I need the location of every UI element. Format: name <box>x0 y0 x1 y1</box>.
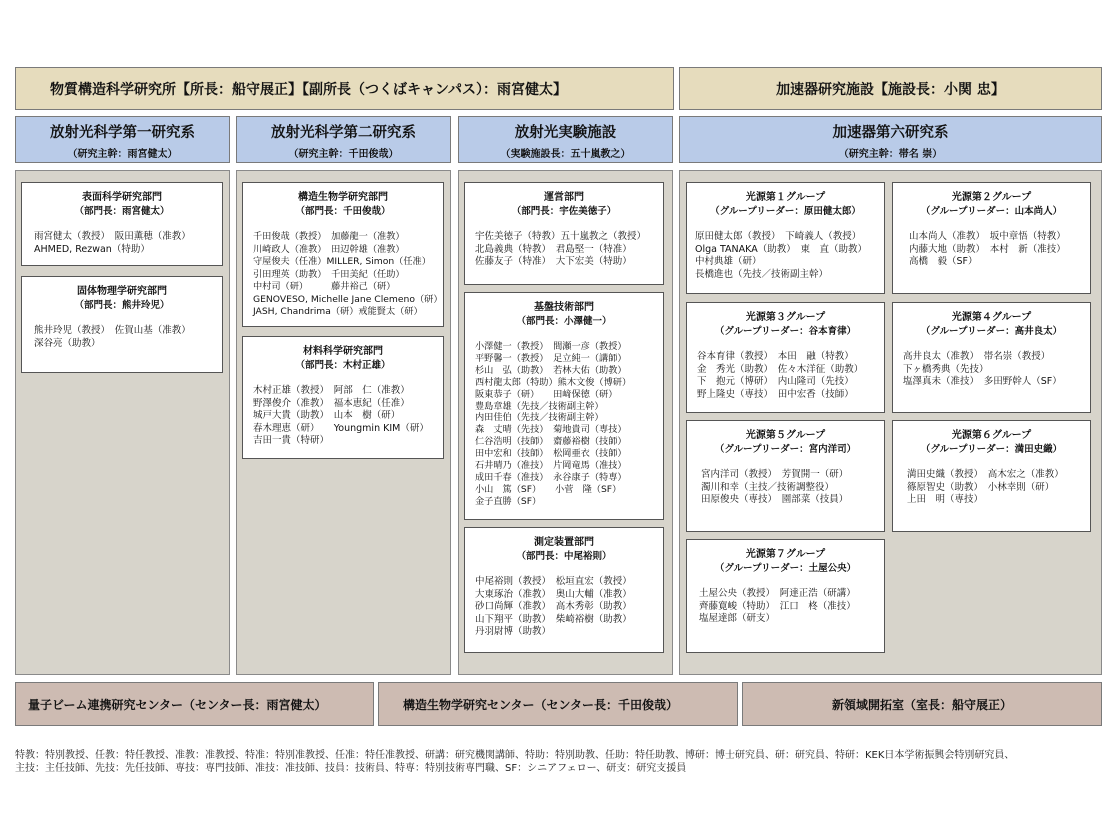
member-line: 引田理英（助教） 千田美紀（任助） <box>253 268 405 280</box>
member-line: 谷本育律（教授） 本田 融（特教） <box>697 351 854 362</box>
box-members <box>699 588 884 626</box>
member-line: 豊島章雄（先技／技術副主幹） <box>475 400 604 412</box>
box-title: 固体物理学研究部門 <box>77 286 167 297</box>
frontier-office <box>742 682 1102 726</box>
box-title: 構造生物学研究部門 <box>298 192 388 203</box>
member-line: 小山 篤（SF） 小菅 隆（SF） <box>475 483 622 495</box>
division-title: 放射光実験施設 <box>514 125 617 141</box>
box-title: 光源第６グループ <box>951 430 1032 441</box>
member-line: 北島義典（特教） 君島堅一（特准） <box>475 243 632 255</box>
box-measurement-devices <box>464 527 664 653</box>
division-sub: （研究主幹：雨宮健太） <box>67 149 178 160</box>
box-sub: （グループリーダー：高井良太） <box>920 325 1063 337</box>
member-line: 雨宮健太（教授） 阪田薫穂（准教） <box>34 231 191 242</box>
member-line: 野上隆史（専技） 田中宏香（技師） <box>697 388 854 400</box>
member-line: 田原俊央（専技） 園部菜（技員） <box>701 494 849 505</box>
member-line: 西村龍太郎（特助）熊木文俊（博研） <box>475 376 632 388</box>
box-members <box>34 325 222 350</box>
structural-biology-center <box>378 682 738 726</box>
box-sub: （グループリーダー：満田史織） <box>920 443 1063 455</box>
box-members <box>697 351 884 401</box>
box-sub: （グループリーダー：原田健太郎） <box>710 205 861 217</box>
member-line: 塩屋達郎（研支） <box>699 613 776 624</box>
box-operations <box>464 182 664 285</box>
member-line: 金 秀光（助教） 佐々木洋征（助教） <box>697 363 864 375</box>
box-members <box>909 231 1090 269</box>
member-line: 金子直勝（SF） <box>475 495 542 507</box>
box-members <box>475 341 663 508</box>
box-surface-science <box>21 182 223 266</box>
box-title: 光源第５グループ <box>745 430 826 441</box>
member-line: 杉山 弘（助教） 若林大佑（助教） <box>475 364 627 376</box>
box-light-source-group-4 <box>892 302 1091 413</box>
member-line: JASH, Chandrima（研）戒能賢太（研） <box>253 306 423 317</box>
member-line: 大東琢治（准教） 奥山大輔（准教） <box>475 588 632 600</box>
division-sub: （研究主幹：帯名 崇） <box>838 149 943 160</box>
member-line: 阪東恭子（研） 田﨑保徳（研） <box>475 388 618 400</box>
box-members <box>695 231 884 281</box>
box-materials-science <box>242 336 444 459</box>
member-line: 中尾裕則（教授） 松垣直宏（教授） <box>475 576 632 587</box>
member-line: 宮内洋司（教授） 芳賀開一（研） <box>701 469 849 480</box>
member-line: 石井晴乃（准技） 片岡竜馬（准技） <box>475 460 627 472</box>
box-members <box>907 469 1090 507</box>
box-title: 光源第７グループ <box>745 549 826 560</box>
box-members <box>253 385 443 448</box>
division-sub: （研究主幹：千田俊哉） <box>288 149 399 160</box>
box-members <box>903 351 1090 389</box>
legend-line-2: 主技：主任技師、先技：先任技師、専技：専門技師、准技：准技師、技員：技術員、特専：特別技術専門職、SF：シニアフェロー、研支：研究支援員 <box>15 763 687 774</box>
member-line: 高橋 毅（SF） <box>909 256 978 267</box>
member-line: 齊藤寛峻（特助） 江口 柊（准技） <box>699 600 856 612</box>
abbreviation-legend <box>15 749 1107 775</box>
member-line: Olga TANAKA（助教） 東 直（助教） <box>695 243 867 255</box>
member-line: 中村司（研） 藤井裕己（研） <box>253 281 396 292</box>
member-line: 野澤俊介（准教） 福本恵紀（任准） <box>253 397 410 409</box>
member-line: AHMED, Rezwan（特助） <box>34 243 150 255</box>
box-light-source-group-2 <box>892 182 1091 294</box>
member-line: 濁川和幸（主技／技術調整役） <box>701 481 835 493</box>
accelerator-header-text: 加速器研究施設【施設長：小関 忠】 <box>776 81 1005 98</box>
member-line: 原田健太郎（教授） 下崎義人（教授） <box>695 231 862 242</box>
member-line: 田中宏和（技師） 松岡亜衣（技師） <box>475 448 627 460</box>
member-line: 平野馨一（教授） 足立純一（講師） <box>475 352 627 364</box>
box-title: 光源第４グループ <box>951 312 1032 323</box>
division-sub: （実験施設長：五十嵐教之） <box>500 149 631 160</box>
accelerator-header <box>679 67 1102 110</box>
box-title: 表面科学研究部門 <box>82 192 162 203</box>
member-line: 山下翔平（助教） 柴崎裕樹（助教） <box>475 613 632 625</box>
member-line: 山本尚人（准教） 坂中章悟（特教） <box>909 231 1066 242</box>
box-light-source-group-6 <box>892 420 1091 532</box>
member-line: 満田史織（教授） 高木宏之（准教） <box>907 469 1064 480</box>
box-members <box>253 231 443 319</box>
member-line: GENOVESO, Michelle Jane Clemeno（研） <box>253 293 443 305</box>
member-line: 吉田一貴（特研） <box>253 435 330 446</box>
box-members <box>475 231 663 269</box>
member-line: 城戸大貴（助教） 山本 樹（研） <box>253 410 401 421</box>
box-title: 測定装置部門 <box>534 537 594 548</box>
member-line: 森 丈晴（先技） 菊地貴司（専技） <box>475 424 627 436</box>
box-sub: （部門長：木村正雄） <box>295 359 391 371</box>
quantum-beam-center-label: 量子ビーム連携研究センター（センター長：雨宮健太） <box>28 697 327 712</box>
institute-header <box>15 67 674 110</box>
legend-line-1: 特教：特別教授、任教：特任教授、准教：准教授、特准：特別准教授、任准：特任准教授、研講：研究機関講師、特助：特別助教、任助：特任助教、博研：博士研究員、研：研究員、特研：KEK日本学術振興会特別研究員、 <box>15 750 1015 761</box>
box-title: 光源第３グループ <box>745 312 826 323</box>
box-sub: （グループリーダー：土屋公央） <box>714 562 857 574</box>
member-line: 内田佳伯（先技／技術副主幹） <box>475 412 604 424</box>
box-structural-biology <box>242 182 444 327</box>
box-sub: （グループリーダー：谷本育律） <box>714 325 857 337</box>
box-sub: （部門長：宇佐美徳子） <box>511 205 617 217</box>
box-solid-state <box>21 276 223 373</box>
member-line: 高井良太（准教） 帯名崇（教授） <box>903 351 1051 362</box>
frontier-office-label: 新領域開拓室（室長：船守展正） <box>831 697 1012 712</box>
member-line: 宇佐美徳子（特教）五十嵐教之（教授） <box>475 231 647 242</box>
box-sub: （グループリーダー：山本尚人） <box>920 205 1063 217</box>
box-sub: （部門長：熊井玲児） <box>74 299 170 311</box>
box-title: 運営部門 <box>544 192 584 203</box>
member-line: 中村典雄（研） <box>695 256 762 267</box>
box-light-source-group-5 <box>686 420 885 532</box>
box-infrastructure-technology <box>464 292 664 520</box>
institute-header-text: 物質構造科学研究所【所長：船守展正】【副所長（つくばキャンパス）：雨宮健太】 <box>50 81 568 98</box>
member-line: 佐藤友子（特准） 大下宏美（特助） <box>475 256 632 267</box>
box-members <box>701 469 884 507</box>
member-line: 春木理恵（研） Youngmin KIM（研） <box>253 422 429 434</box>
box-title: 光源第１グループ <box>745 192 826 203</box>
member-line: 熊井玲児（教授） 佐賀山基（准教） <box>34 325 191 336</box>
member-line: 千田俊哉（教授） 加藤龍一（准教） <box>253 231 405 242</box>
member-line: 仁谷浩明（技師） 齋藤裕樹（技師） <box>475 436 627 448</box>
box-sub: （部門長：中尾裕則） <box>516 550 612 562</box>
division-header-acc6 <box>679 116 1102 163</box>
box-title: 材料科学研究部門 <box>303 346 383 357</box>
member-line: 上田 明（専技） <box>907 494 984 505</box>
box-title: 基盤技術部門 <box>534 302 594 313</box>
division-title: 放射光科学第一研究系 <box>50 125 195 141</box>
structural-biology-center-label: 構造生物学研究センター（センター長：千田俊哉） <box>403 697 679 712</box>
member-line: 深谷亮（助教） <box>34 337 101 349</box>
division-header-pf1 <box>15 116 230 163</box>
member-line: 川崎政人（准教） 田辺幹雄（准教） <box>253 243 405 255</box>
member-line: 下 抱元（博研） 内山隆司（先技） <box>697 376 854 387</box>
box-sub: （部門長：千田俊哉） <box>295 205 391 217</box>
box-members <box>475 576 663 639</box>
division-header-pf2 <box>236 116 451 163</box>
division-title: 放射光科学第二研究系 <box>271 125 416 141</box>
member-line: 長橋進也（先技／技術副主幹） <box>695 268 829 280</box>
member-line: 塩澤真未（准技） 多田野幹人（SF） <box>903 376 1062 387</box>
division-header-pf-facility <box>458 116 673 163</box>
member-line: 篠原智史（助教） 小林幸則（研） <box>907 481 1055 493</box>
box-light-source-group-3 <box>686 302 885 413</box>
member-line: 小澤健一（教授） 間瀬一彦（教授） <box>475 341 627 352</box>
member-line: 成田千春（准技） 永谷康子（特専） <box>475 471 627 483</box>
box-title: 光源第２グループ <box>951 192 1032 203</box>
box-sub: （部門長：雨宮健太） <box>74 205 170 217</box>
member-line: 木村正雄（教授） 阿部 仁（准教） <box>253 385 410 396</box>
member-line: 守屋俊夫（任准）MILLER, Simon（任准） <box>253 256 431 267</box>
box-sub: （グループリーダー：宮内洋司） <box>714 443 857 455</box>
quantum-beam-center <box>15 682 374 726</box>
member-line: 土屋公央（教授） 阿達正浩（研講） <box>699 588 856 599</box>
division-title: 加速器第六研究系 <box>832 125 949 141</box>
member-line: 砂口尚輝（准教） 高木秀彰（助教） <box>475 601 632 612</box>
member-line: 丹羽尉博（助教） <box>475 626 552 637</box>
member-line: 下ヶ橋秀典（先技） <box>903 363 989 375</box>
box-sub: （部門長：小澤健一） <box>516 315 612 327</box>
member-line: 内藤大地（助教） 本村 新（准技） <box>909 243 1066 255</box>
box-light-source-group-7 <box>686 539 885 653</box>
box-light-source-group-1 <box>686 182 885 294</box>
box-members <box>34 231 222 256</box>
